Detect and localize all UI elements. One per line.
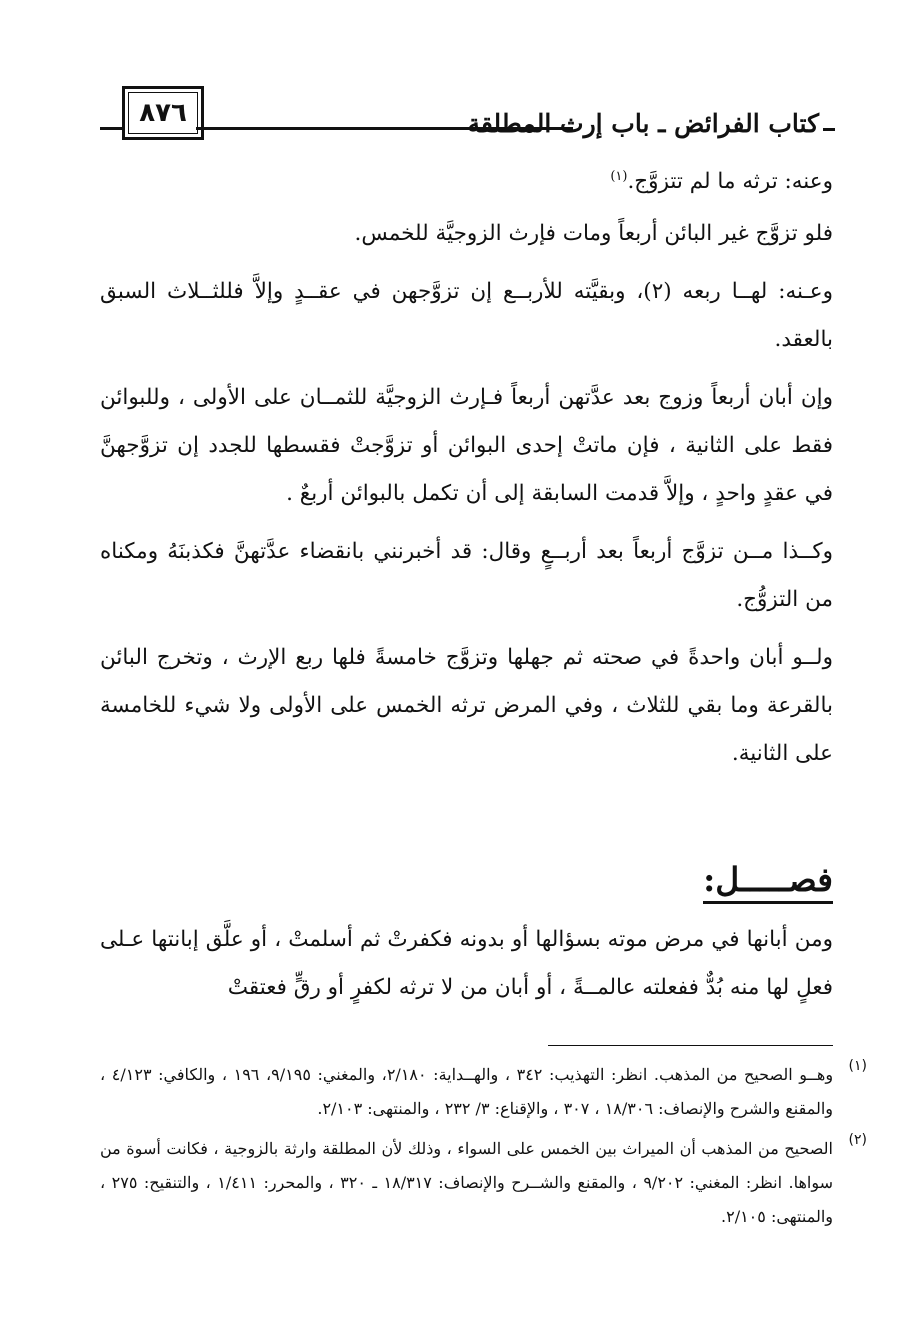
section-heading: فصـــــل: (703, 858, 833, 902)
header-rule-left (100, 127, 122, 130)
footnote-text: وهــو الصحيح من المذهب. انظر: التهذيب: ٣٤٢ ، والهــداية: ٢/١٨٠، والمغني: ٩/١٩٥، ١٩٦ ، والكافي: ٤/١٢٣ ، والمقنع والشرح والإنصاف: ١٨/٣٠٦ ، ٣٠٧ ، والإقناع: ٣/ ٢٣٢ ، والمنتهى: ٢/١٠٣. (100, 1065, 834, 1118)
footnote-separator (548, 1045, 833, 1046)
page-number-box (122, 86, 204, 140)
footnotes (100, 1058, 867, 1240)
footnote-marker: (١) (610, 168, 628, 184)
paragraph: وإن أبان أربعاً وزوج بعد عدَّتهن أربعاً فـإرث الزوجيَّة للثمــان على الأولى ، وللبوائن فقط على الثانية ، فإن ماتتْ إحدى البوائن أو تزوَّجتْ فقسطها للجدد إن تزوَّجهنَّ في عقدٍ واحدٍ ، وإلاَّ قدمت السابقة إلى أن تكمل بالبوائن أربعٌ . (100, 385, 833, 506)
paragraph: فلو تزوَّج غير البائن أربعاً ومات فإرث الزوجيَّة للخمس. (354, 221, 833, 246)
footnote-text: الصحيح من المذهب أن الميراث بين الخمس على السواء ، وذلك لأن المطلقة وارثة بالزوجية ، فكانت أسوة من سواها. انظر: المغني: ٩/٢٠٢ ، والمقنع والشــرح والإنصاف: ١٨/٣١٧ ـ ٣٢٠ ، والمحرر: ١/٤١١ ، والتنقيح: ٢٧٥ ، والمنتهى: ٢/١٠٥. (100, 1139, 834, 1226)
footnote (100, 1132, 867, 1234)
footnote-number: (٢) (848, 1132, 867, 1148)
paragraph: وكــذا مــن تزوَّج أربعاً بعد أربــعٍ وقال: قد أخبرنني بانقضاء عدَّتهنَّ فكذبنَهُ ومكناه من التزوُّج. (100, 539, 833, 612)
main-text (100, 158, 833, 788)
running-title: كتاب الفرائض ـ باب إرث المطلقة (467, 109, 819, 138)
paragraph: وعـنه: لهــا ربعه (٢)، وبقيَّته للأربــع إن تزوَّجهن في عقــدٍ وإلاَّ فللثــلاث السبق بالعقد. (100, 279, 833, 352)
paragraph: ومن أبانها في مرض موته بسؤالها أو بدونه فكفرتْ ثم أسلمتْ ، أو علَّق إبانتها عـلى فعلٍ لها منه بُدٌّ ففعلته عالمــةً ، أو أبان من لا ترثه لكفرٍ أو رقٍّ فعتقتْ (100, 927, 833, 1000)
section-heading-underline (703, 901, 833, 904)
paragraph: وعنه: ترثه ما لم تتزوَّج.$^{(١)}$ (610, 168, 833, 194)
footnote (100, 1058, 867, 1126)
footnote-number: (١) (848, 1058, 867, 1074)
page-header (100, 86, 833, 150)
header-lead-dash (823, 128, 835, 131)
page-number: ٨٧٦ (139, 98, 187, 128)
paragraph: ولــو أبان واحدةً في صحته ثم جهلها وتزوَّج خامسةً فلها ربع الإرث ، وتخرج البائن بالقرعة وما بقي للثلاث ، وفي المرض ترثه الخمس على الأولى ولا شيء للخامسة على الثانية. (100, 645, 833, 766)
section-text (100, 916, 833, 1022)
